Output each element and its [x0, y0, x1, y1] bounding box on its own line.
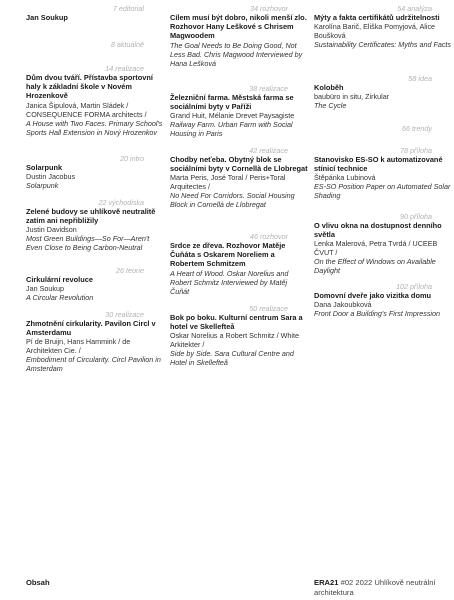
- entry-english-title: No Need For Corridors. Social Housing Block in Cornellà de Llobregat: [170, 191, 295, 210]
- entry-english-title: A Heart of Wood. Oskar Norelius and Robert Schmitz Interviewed by Matěj Čuňát: [170, 268, 289, 296]
- entry-title: Koloběh: [314, 83, 344, 92]
- entry-english-title: Railway Farm. Urban Farm with Social Housing in Paris: [170, 120, 293, 139]
- entry-title: Mýty a fakta certifikátů udržitelnosti: [314, 13, 440, 22]
- entry-authors: Jan Soukup: [26, 284, 64, 294]
- page-number: 102 příloha: [396, 282, 432, 291]
- entry-title: Železniční farma. Městská farma se sociálními byty v Paříži: [170, 93, 294, 112]
- page-number: 50 realizace: [249, 304, 288, 313]
- toc-entry: [170, 84, 308, 138]
- page-number: 34 rozhovor: [250, 4, 288, 13]
- entry-title: Bok po boku. Kulturní centrum Sara a hotel ve Skellefteå: [170, 313, 303, 332]
- toc-entry: [26, 154, 164, 190]
- entry-authors: Grand Huit, Mélanie Drevet Paysagiste: [170, 111, 295, 121]
- toc-entry: [26, 310, 164, 373]
- toc-entry: [314, 124, 452, 133]
- page-number: 90 příloha: [400, 212, 432, 221]
- toc-entry: [314, 212, 452, 275]
- entry-english-title: Side by Side. Sara Cultural Centre and Hotel in Skellefteå: [170, 349, 294, 368]
- entry-title: Cílem musí být dobro, nikoli menší zlo. Rozhovor Hany Leškové s Chrisem Magwoodem: [170, 13, 307, 41]
- toc-entry: [26, 266, 164, 302]
- entry-english-title: The Goal Needs to Be Doing Good, Not Less Bad. Chris Magwood Interviewed by Hana Lešková: [170, 40, 303, 68]
- entry-title: Solarpunk: [26, 163, 63, 172]
- entry-english-title: On the Effect of Windows on Available Daylight: [314, 257, 436, 276]
- page-number: 54 analýza: [397, 4, 432, 13]
- page-number: 20 intro: [120, 154, 144, 163]
- toc-entry: [314, 282, 452, 318]
- page-number: 38 realizace: [249, 84, 288, 93]
- entry-authors: Dustin Jacobus: [26, 172, 76, 182]
- entry-title: Dům dvou tváří. Přístavba sportovní haly k základní škole v Novém Hrozenkově: [26, 73, 153, 101]
- page-number: 58 idea: [408, 74, 432, 83]
- toc-entry: [170, 4, 308, 68]
- entry-title: Stanovisko ES-SO k automatizované stínicí technice: [314, 155, 443, 174]
- entry-english-title: ES-SO Position Paper on Automated Solar Shading: [314, 182, 451, 201]
- page-number: 78 příloha: [400, 146, 432, 155]
- page-number: 26 teorie: [116, 266, 144, 275]
- entry-title: O vlivu okna na dostupnost denního světla: [314, 221, 442, 240]
- toc-entry: [26, 64, 164, 137]
- page-number: 22 východiska: [98, 198, 144, 207]
- entry-english-title: Solarpunk: [26, 181, 59, 191]
- entry-english-title: A Circular Revolution: [26, 293, 94, 303]
- entry-authors: baubüro in situ, Zirkular: [314, 92, 390, 102]
- footer-magazine-name: ERA21: [314, 578, 339, 587]
- page-number: 46 rozhovor: [250, 232, 288, 241]
- entry-authors: Justin Davidson: [26, 225, 77, 235]
- entry-authors: Lenka Malerová, Petra Tvrdá / UCEEB ČVUT /: [314, 239, 438, 258]
- entry-title: Zhmotnění cirkularity. Pavilon Circl v Amsterdamu: [26, 319, 156, 338]
- entry-authors: Dana Jakoubková: [314, 300, 372, 310]
- entry-title: Jan Soukup: [26, 13, 68, 22]
- toc-entry: [314, 146, 452, 200]
- entry-english-title: The Cycle: [314, 101, 347, 111]
- page-number: 7 editorial: [112, 4, 144, 13]
- entry-title: Cirkulární revoluce: [26, 275, 93, 284]
- page-number: 8 aktuálně: [110, 40, 144, 49]
- toc-entry: [26, 40, 164, 49]
- entry-title: Srdce ze dřeva. Rozhovor Matěje Čuňáta s Oskarem Noreliem a Robertem Schmitzem: [170, 241, 286, 269]
- page-number: 66 trendy: [402, 124, 432, 133]
- entry-title: Domovní dveře jako vizitka domu: [314, 291, 432, 300]
- entry-authors: Štěpánka Lubinová: [314, 173, 376, 183]
- page-number: 14 realizace: [105, 64, 144, 73]
- entry-authors: Karolína Barič, Eliška Pomyjová, Alice Boušková: [314, 22, 436, 41]
- entry-english-title: Most Green Buildings—So For—Aren't Even Close to Being Carbon-Neutral: [26, 234, 150, 253]
- entry-authors: Pí de Bruijn, Hans Hammink / de Architekten Cie. /: [26, 337, 131, 356]
- entry-english-title: A House with Two Faces. Primary School's Sports Hall Extension in Nový Hrozenkov: [26, 118, 163, 137]
- entry-authors: Marta Peris, José Toral / Peris+Toral Arquitectes /: [170, 173, 286, 192]
- page-number: 42 realizace: [249, 146, 288, 155]
- entry-english-title: Sustainability Certificates: Myths and Facts: [314, 40, 452, 50]
- footer-issue-line: #02 2022 Uhlíkově neutrální architektura: [314, 578, 436, 597]
- toc-entry: [170, 232, 308, 296]
- toc-entry: [314, 74, 452, 110]
- entry-english-title: Front Door a Building's First Impression: [314, 309, 440, 319]
- entry-title: Zelené budovy se uhlíkově neutralitě zatím ani nepřibližily: [26, 207, 156, 226]
- toc-entry: [170, 304, 308, 367]
- entry-authors: Oskar Norelius a Robert Schmitz / White Arkitekter /: [170, 331, 300, 350]
- toc-entry: [170, 146, 308, 209]
- toc-entry: [26, 198, 164, 252]
- entry-title: Chodby neťeba. Obytný blok se sociálními byty v Cornellà de Llobregat: [170, 155, 308, 174]
- page-number: 30 realizace: [105, 310, 144, 319]
- footer-section-label: Obsah: [26, 578, 50, 587]
- toc-entry: [314, 4, 452, 49]
- entry-authors: Janica Šipulová, Martin Sládek / CONSEQUENCE FORMA architects /: [26, 100, 147, 119]
- footer-issue: [314, 578, 454, 598]
- toc-entry: [26, 4, 164, 22]
- entry-english-title: Embodiment of Circularity. Circl Pavilion in Amsterdam: [26, 355, 161, 374]
